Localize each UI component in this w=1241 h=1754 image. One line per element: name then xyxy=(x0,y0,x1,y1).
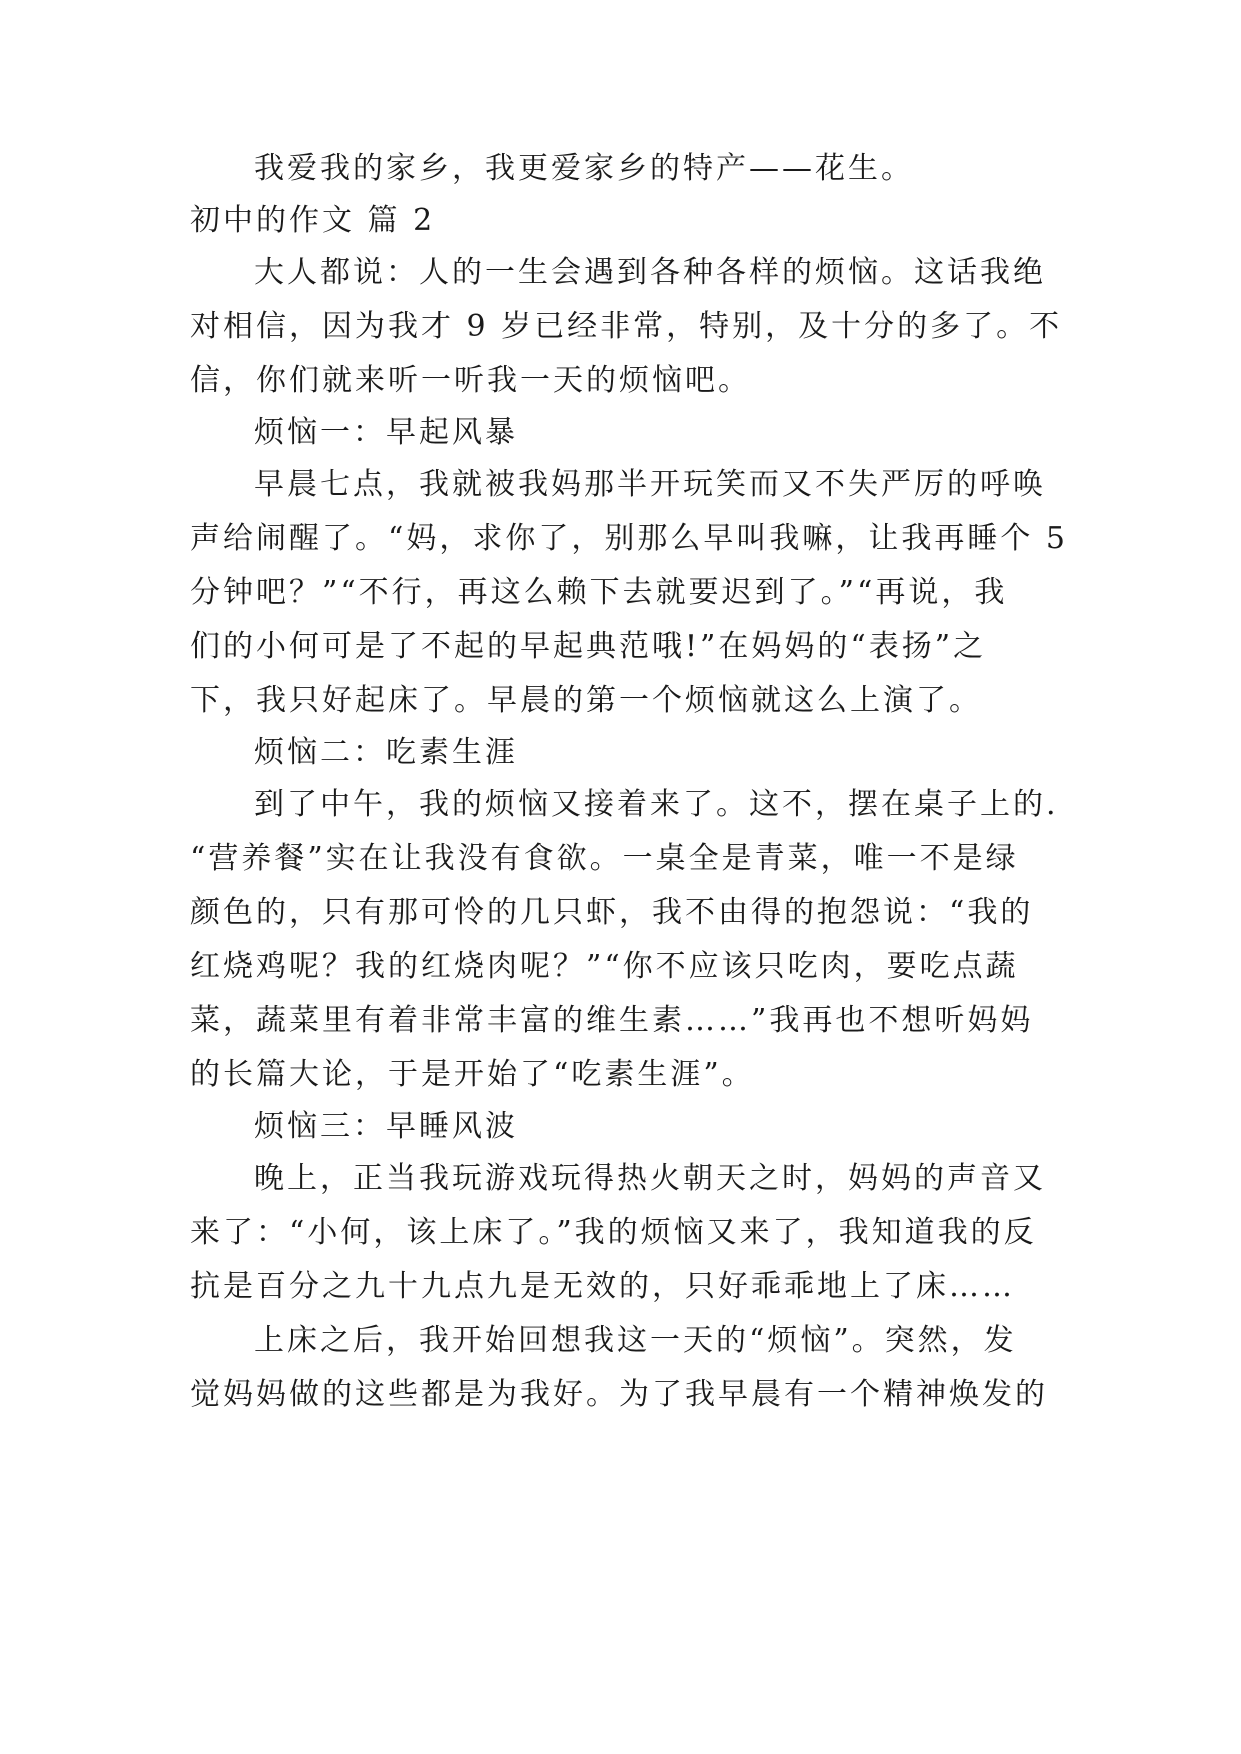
paragraph-line: 信，你们就来听一听我一天的烦恼吧。 xyxy=(190,363,751,398)
paragraph-line: 到了中午，我的烦恼又接着来了。这不，摆在桌子上的. xyxy=(254,787,1059,822)
paragraph-line: 红烧鸡呢？我的红烧肉呢？”“你不应该只吃肉，要吃点蔬 xyxy=(190,949,1019,984)
paragraph-line: 对相信，因为我才 9 岁已经非常，特别，及十分的多了。不 xyxy=(190,309,1063,344)
subheading: 烦恼一：早起风暴 xyxy=(254,415,518,450)
paragraph-line: 下，我只好起床了。早晨的第一个烦恼就这么上演了。 xyxy=(190,683,982,718)
paragraph-line: 的长篇大论，于是开始了“吃素生涯”。 xyxy=(190,1057,755,1092)
paragraph-line: 觉妈妈做的这些都是为我好。为了我早晨有一个精神焕发的 xyxy=(190,1377,1048,1412)
paragraph-line: 分钟吧？”“不行，再这么赖下去就要迟到了。”“再说，我 xyxy=(190,575,1008,610)
paragraph-line: 我爱我的家乡，我更爱家乡的特产——花生。 xyxy=(254,151,914,186)
paragraph-line: 声给闹醒了。“妈，求你了，别那么早叫我嘛，让我再睡个 5 xyxy=(190,521,1068,556)
paragraph-line: 晚上，正当我玩游戏玩得热火朝天之时，妈妈的声音又 xyxy=(254,1161,1046,1196)
paragraph-line: 来了：“小何，该上床了。”我的烦恼又来了，我知道我的反 xyxy=(190,1215,1037,1250)
paragraph-line: 颜色的，只有那可怜的几只虾，我不由得的抱怨说：“我的 xyxy=(190,895,1034,930)
section-heading: 初中的作文 篇 2 xyxy=(190,203,436,238)
paragraph-line: 们的小何可是了不起的早起典范哦!”在妈妈的“表扬”之 xyxy=(190,629,987,664)
paragraph-line: “营养餐”实在让我没有食欲。一桌全是青菜，唯一不是绿 xyxy=(190,841,1019,876)
paragraph-line: 抗是百分之九十九点九是无效的，只好乖乖地上了床…… xyxy=(190,1269,1015,1304)
paragraph-line: 早晨七点，我就被我妈那半开玩笑而又不失严厉的呼唤 xyxy=(254,467,1046,502)
paragraph-line: 上床之后，我开始回想我这一天的“烦恼”。突然，发 xyxy=(254,1323,1017,1358)
subheading: 烦恼三：早睡风波 xyxy=(254,1109,518,1144)
paragraph-line: 菜，蔬菜里有着非常丰富的维生素……”我再也不想听妈妈 xyxy=(190,1003,1034,1038)
subheading: 烦恼二：吃素生涯 xyxy=(254,735,518,770)
paragraph-line: 大人都说：人的一生会遇到各种各样的烦恼。这话我绝 xyxy=(254,255,1046,290)
